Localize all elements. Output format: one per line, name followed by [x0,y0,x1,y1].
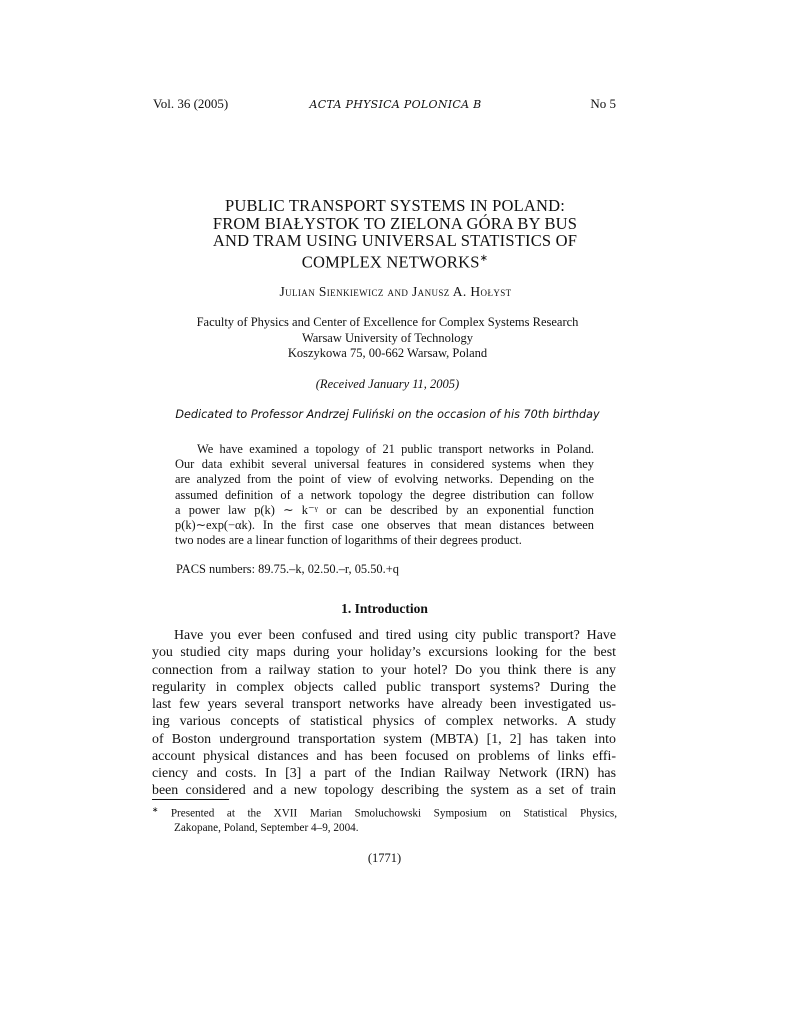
body-line: been considered and a new topology describing the system as a set of train [152,783,616,799]
footnote [152,803,617,836]
footnote-rule [152,799,229,800]
title-line-text: COMPLEX NETWORKS [301,252,480,271]
title-line: PUBLIC TRANSPORT SYSTEMS IN POLAND: [224,196,566,215]
body-line: last few years several transport networks have already been investigated us- [152,697,616,712]
abstract-line: two nodes are a linear function of logarithms of their degrees product. [175,533,522,548]
journal-volume: Vol. 36 (2005) [153,96,229,111]
footnote-mark: ∗ [152,805,159,814]
footnote-line: Zakopane, Poland, September 4–9, 2004. [174,822,359,835]
footnote-text: Presented at the XVII Marian Smoluchowski Symposium on Statistical Physics, [170,807,617,820]
dedication: Dedicated to Professor Andrzej Fuliński on the occasion of his 70th birthday [175,408,600,421]
received-date: (Received January 11, 2005) [315,377,460,391]
body-line: you studied city maps during your holiday’s excursions looking for the best [152,645,616,661]
journal-name: ACTA PHYSICA POLONICA B [309,98,482,111]
body-line: connection from a railway station to your hotel? Do you think there is any [152,662,616,678]
affiliation-line: Faculty of Physics and Center of Excellence for Complex Systems Research [196,315,579,329]
footnote-line [152,803,617,821]
body-text [152,627,616,800]
abstract-line: Our data exhibit several universal features in considered systems when they [175,457,594,472]
section-heading: 1. Introduction [341,601,428,616]
abstract [175,442,594,548]
abstract-line: We have examined a topology of 21 public transport networks in Poland. [197,442,594,456]
page-number: (1771) [367,851,402,865]
pacs-numbers: PACS numbers: 89.75.–k, 02.50.–r, 05.50.+q [176,562,399,576]
abstract-line: a power law p(k) ∼ k⁻ᵞ or can be described by an exponential function [175,502,594,517]
affiliation-line: Koszykowa 75, 00-662 Warsaw, Poland [287,346,488,360]
body-line: account physical distances and has been focused on problems of links effi- [152,748,616,764]
body-line: ciency and costs. In [3] a part of the Indian Railway Network (IRN) has [152,766,616,781]
title-line [150,250,640,271]
body-line: regularity in complex objects called public transport systems? During the [152,679,616,695]
title-line: AND TRAM USING UNIVERSAL STATISTICS OF [212,231,578,250]
abstract-line: p(k)∼exp(−αk). In the first case one observes that mean distances between [175,518,594,533]
abstract-line: are analyzed from the point of view of evolving networks. Depending on the [175,472,594,487]
body-line: Have you ever been confused and tired using city public transport? Have [174,628,616,643]
body-line: ing various concepts of statistical physics of complex networks. A study [152,714,616,730]
body-line: of Boston underground transportation system (MBTA) [1, 2] has taken into [152,731,616,747]
affiliation [0,315,775,362]
journal-issue: No 5 [590,96,616,111]
author-list: Julian Sienkiewicz and Janusz A. Hołyst [279,284,512,299]
affiliation-line: Warsaw University of Technology [301,330,474,345]
title-line: FROM BIAŁYSTOK TO ZIELONA GÓRA BY BUS [212,213,578,233]
abstract-line: assumed definition of a network topology the degree distribution can follow [175,487,594,502]
title-footnote-mark: ∗ [479,252,489,264]
paper-title [150,197,640,271]
